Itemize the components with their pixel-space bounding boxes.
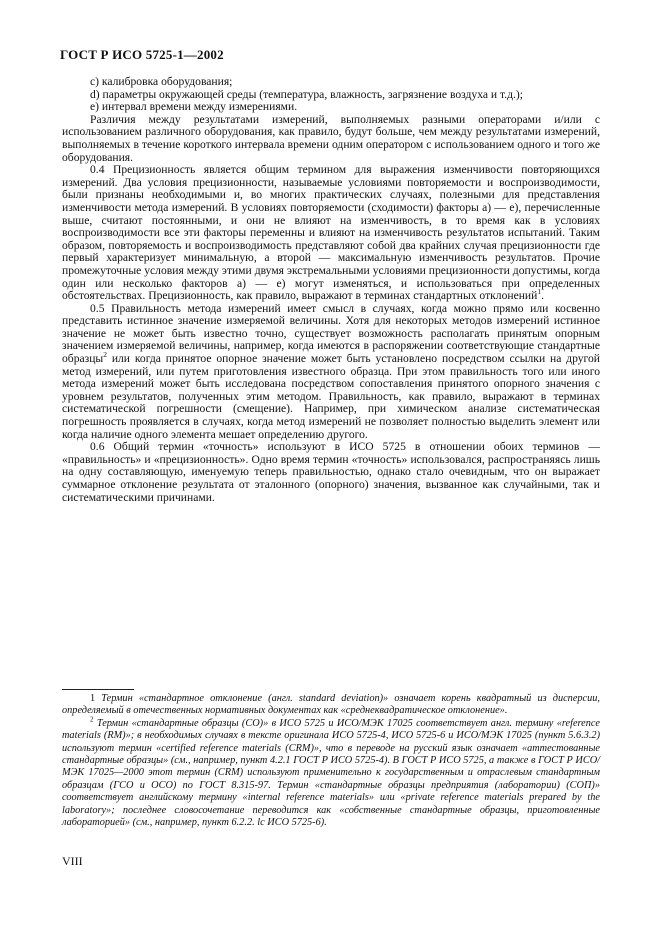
footnote-ref-1[interactable]: 1 — [537, 287, 542, 297]
footnote-2-number: 2 — [90, 715, 94, 724]
footnotes — [62, 693, 600, 829]
paragraph-0-6: 0.6 Общий термин «точность» используют в ИСО 5725 в отношении обоих терминов — «правильность» и «прецизионность». Одно время термин «точность» использовался, распространяясь лишь на одну составляющую, именуемую теперь правильностью, однако стало очевидным, что он выражает суммарное отклонение результата от эталонного (опорного) значения, вызванное как случайными, так и систематическими причинами. — [62, 440, 600, 504]
list-item-c: c) калибровка оборудования; — [90, 75, 233, 88]
paragraph-differences: Различия между результатами измерений, выполняемых разными операторами и/или с использованием различного оборудования, как правило, будут больше, чем между результатами измерений, выполняемых в течение короткого интервала времени одним оператором с использованием одного и того же оборудования. — [62, 112, 600, 164]
page-number: VIII — [62, 854, 83, 868]
paragraph-0-5-text-b: или когда принятое опорное значение может быть установлено посредством ссылки на другой метод измерений, или путем приготовления известного образца. При этом правильность того или иного метода измерений может быть исследована посредством сопоставления принятого опорного значения с уровнем результатов, полученных этим методом. Правильность, как правило, выражают в терминах систематической погрешности (смещение). Например, при химическом анализе систематическая погрешность проявляется в случаях, когда метод измерений не позволяет полностью выделить элемент или когда наличие одного элемента мешает определению другого. — [62, 352, 600, 441]
paragraph-0-4-text: 0.4 Прецизионность является общим термином для выражения изменчивости повторяющихся измерений. Два условия прецизионности, называемые условиями повторяемости и воспроизводимости, были признаны необходимыми и, во многих практических случаях, полезными для представления изменчивости метода измерений. В условиях повторяемости (сходимости) факторы а) — е), перечисленные выше, считают постоянными, и они не влияют на изменчивость, в то время как в условиях воспроизводимости все эти факторы переменны и влияют на изменчивость результатов испытаний. Таким образом, повторяемость и воспроизводимость представляют собой два крайних случая прецизионности где первый характеризует минимальную, а второй — максимальную изменчивость результатов. Прочие промежуточные условия между этими двумя экстремальными условиями прецизионности допустимы, когда один или несколько факторов а) — е) могут изменяться, и использоваться при определенных обстоятельствах. Прецизионность, как правило, выражают в терминах стандартных отклонений — [62, 163, 600, 303]
main-text — [62, 76, 600, 504]
footnote-2 — [62, 715, 600, 830]
footnote-2-text: Термин «стандартные образцы (СО)» в ИСО 5725 и ИСО/МЭК 17025 соответствует англ. термину «reference materials (RM)»; в необходимых случаях в тексте оригинала ИСО 5725-4, ИСО 5725-6 и ИСО/МЭК 17025 (пункт 5.6.3.2) используют термин «certified reference materials (CRM)», что в переводе на русский язык означает «аттестованные стандартные образцы» (см., например, пункт 4.2.1 ГОСТ Р ИСО 5725-4). В ГОСТ Р ИСО 5725, а также в ГОСТ Р ИСО/МЭК 17025—2000 этот термин (CRM) используют применительно к государственным и отраслевым стандартным образцам (ГСО и ОСО) по ГОСТ 8.315-97. Термин «стандартные образцы предприятия (лаборатории) (СОП)» соответствует английскому термину «internal reference materials» или «private reference materials prepared by the laboratory»; последнее словосочетание переводится как «собственные стандартные образцы, приготовленные лабораторией» (см., например, пункт 6.2.2. lc ИСО 5725-6). — [62, 717, 600, 829]
footnote-1-text: Термин «стандартное отклонение (англ. standard deviation)» означает корень квадратный из дисперсии, определяемый в отечественных нормативных документах как «среднеквадратическое отклонение». — [62, 693, 600, 717]
list-item-e: e) интервал времени между измерениями. — [90, 100, 298, 114]
footnote-1 — [62, 693, 600, 718]
paragraph-0-4 — [62, 164, 600, 303]
footnote-ref-2[interactable]: 2 — [103, 350, 107, 360]
paragraph-0-5-text-a: 0.5 Правильность метода измерений имеет смысл в случаях, когда можно прямо или косвенно представить истинное значение измеряемой величины. Хотя для некоторых методов измерений истинное значение не может быть известно точно, существует возможность располагать принятым опорным значением измеряемой величины, например, когда имеются в распоряжении соответствующие стандартные образцы — [62, 301, 600, 366]
document-header: ГОСТ Р ИСО 5725-1—2002 — [60, 47, 224, 62]
list-item-d: d) параметры окружающей среды (температура, влажность, загрязнение воздуха и т.д.); — [90, 87, 523, 101]
paragraph-0-5 — [62, 303, 600, 442]
footnote-divider — [62, 689, 134, 690]
footnote-1-number: 1 — [90, 693, 96, 704]
paragraph-0-4-end: . — [541, 289, 544, 303]
